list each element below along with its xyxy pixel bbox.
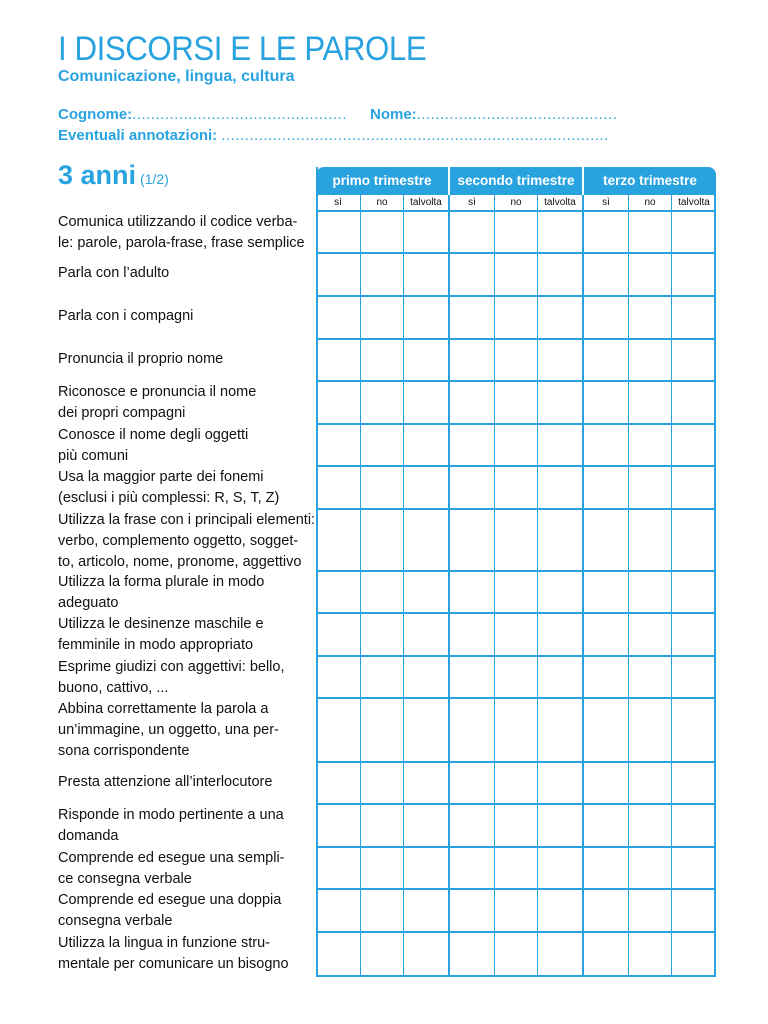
- answer-cell[interactable]: [450, 848, 495, 888]
- answer-cell[interactable]: [672, 657, 716, 697]
- row-label-line: Utilizza la forma plurale in modo: [58, 574, 265, 590]
- answer-cell[interactable]: [361, 425, 404, 465]
- answer-cell[interactable]: [316, 763, 361, 803]
- row-label-line: to, articolo, nome, pronome, aggettivo: [58, 554, 302, 570]
- answer-cell[interactable]: [538, 933, 584, 975]
- answer-cell[interactable]: [404, 254, 450, 295]
- row-label: [58, 297, 316, 340]
- row-label-line: più comuni: [58, 448, 129, 464]
- answer-cell[interactable]: [495, 340, 538, 380]
- answer-cell[interactable]: [672, 254, 716, 295]
- answer-cell[interactable]: [584, 254, 629, 295]
- answer-cell[interactable]: [361, 297, 404, 338]
- answer-cell[interactable]: [629, 699, 672, 761]
- answer-cell[interactable]: [361, 805, 404, 846]
- table-row: [58, 254, 716, 297]
- row-label: [58, 848, 316, 890]
- answer-cell[interactable]: [361, 212, 404, 252]
- answer-cell[interactable]: [361, 382, 404, 423]
- answer-cell[interactable]: [672, 805, 716, 846]
- answer-cell[interactable]: [316, 614, 361, 655]
- answer-cell[interactable]: [584, 340, 629, 380]
- row-label-line: femminile in modo appropriato: [58, 637, 254, 653]
- answer-cell[interactable]: [450, 614, 495, 655]
- answer-cell[interactable]: [629, 933, 672, 975]
- answer-cell[interactable]: [316, 254, 361, 295]
- answer-cell[interactable]: [629, 212, 672, 252]
- answer-cell[interactable]: [538, 657, 584, 697]
- answer-cell[interactable]: [584, 657, 629, 697]
- answer-cell[interactable]: [495, 890, 538, 931]
- row-checkboxes: [316, 254, 716, 297]
- answer-cell[interactable]: [629, 572, 672, 612]
- row-checkboxes: [316, 467, 716, 510]
- row-label-line: dei propri compagni: [58, 405, 186, 421]
- answer-cell[interactable]: [672, 763, 716, 803]
- nome-label: Nome:: [370, 106, 417, 123]
- row-label: [58, 382, 316, 425]
- row-checkboxes: [316, 763, 716, 805]
- row-label-line: mentale per comunicare un bisogno: [58, 956, 289, 972]
- age-heading: [58, 160, 169, 191]
- row-label-line: Parla con l’adulto: [58, 265, 170, 281]
- answer-cell[interactable]: [538, 382, 584, 423]
- row-label-line: domanda: [58, 828, 119, 844]
- row-label: [58, 212, 316, 254]
- answer-cell[interactable]: [404, 614, 450, 655]
- answer-cell[interactable]: [450, 572, 495, 612]
- table-row: [58, 510, 716, 572]
- row-label-line: adeguato: [58, 595, 119, 611]
- answer-cell[interactable]: [450, 425, 495, 465]
- answer-cell[interactable]: [584, 425, 629, 465]
- row-checkboxes: [316, 297, 716, 340]
- answer-cell[interactable]: [629, 763, 672, 803]
- answer-cell[interactable]: [629, 805, 672, 846]
- answer-cell[interactable]: [672, 614, 716, 655]
- answer-cell[interactable]: [316, 890, 361, 931]
- row-label: [58, 467, 316, 510]
- answer-cell[interactable]: [538, 340, 584, 380]
- answer-cell[interactable]: [584, 297, 629, 338]
- answer-cell[interactable]: [672, 572, 716, 612]
- answer-cell[interactable]: [404, 848, 450, 888]
- answer-cell[interactable]: [361, 848, 404, 888]
- answer-cell[interactable]: [495, 212, 538, 252]
- row-checkboxes: [316, 425, 716, 467]
- answer-cell[interactable]: [629, 890, 672, 931]
- row-checkboxes: [316, 657, 716, 699]
- answer-cell[interactable]: [538, 254, 584, 295]
- answer-cell[interactable]: [316, 699, 361, 761]
- row-label-line: Parla con i compagni: [58, 308, 194, 324]
- answer-cell[interactable]: [450, 254, 495, 295]
- answer-cell[interactable]: [316, 848, 361, 888]
- answer-cell[interactable]: [450, 699, 495, 761]
- row-checkboxes: [316, 340, 716, 382]
- row-checkboxes: [316, 510, 716, 572]
- row-label-line: Comprende ed esegue una doppia: [58, 892, 282, 908]
- row-checkboxes: [316, 848, 716, 890]
- row-label-line: consegna verbale: [58, 913, 173, 929]
- answer-cell[interactable]: [629, 657, 672, 697]
- answer-cell[interactable]: [450, 510, 495, 570]
- answer-cell[interactable]: [584, 382, 629, 423]
- row-label-line: sona corrispondente: [58, 743, 190, 759]
- table-row: [58, 614, 716, 657]
- answer-cell[interactable]: [450, 890, 495, 931]
- answer-cell[interactable]: [450, 933, 495, 975]
- answer-cell[interactable]: [584, 614, 629, 655]
- table-row: [58, 933, 716, 975]
- answer-cell[interactable]: [404, 297, 450, 338]
- answer-cell[interactable]: [538, 297, 584, 338]
- row-checkboxes: [316, 614, 716, 657]
- answer-cell[interactable]: [584, 848, 629, 888]
- answer-cell[interactable]: [495, 699, 538, 761]
- row-label-line: Utilizza le desinenze maschile e: [58, 616, 264, 632]
- answer-cell[interactable]: [316, 382, 361, 423]
- row-label-line: verbo, complemento oggetto, sogget-: [58, 533, 299, 549]
- row-checkboxes: [316, 382, 716, 425]
- answer-cell[interactable]: [495, 657, 538, 697]
- row-label-line: Presta attenzione all’interlocutore: [58, 774, 273, 790]
- answer-cell[interactable]: [495, 382, 538, 423]
- answer-cell[interactable]: [672, 212, 716, 252]
- answer-cell[interactable]: [361, 890, 404, 931]
- answer-cell[interactable]: [495, 425, 538, 465]
- answer-header-no: no: [495, 195, 538, 210]
- table-row: [58, 848, 716, 890]
- answer-cell[interactable]: [361, 254, 404, 295]
- row-label: [58, 890, 316, 933]
- answer-cell[interactable]: [495, 763, 538, 803]
- answer-cell[interactable]: [672, 933, 716, 975]
- answer-cell[interactable]: [672, 699, 716, 761]
- answer-cell[interactable]: [629, 614, 672, 655]
- row-label: [58, 699, 316, 763]
- cognome-label: Cognome:: [58, 106, 133, 123]
- row-label: [58, 805, 316, 848]
- answer-header-si: sì: [584, 195, 629, 210]
- answer-header-talvolta: talvolta: [538, 195, 584, 210]
- answer-cell[interactable]: [584, 933, 629, 975]
- period-header-2: secondo trimestre: [450, 167, 584, 195]
- row-checkboxes: [316, 933, 716, 975]
- answer-cell[interactable]: [538, 890, 584, 931]
- table-row: [58, 297, 716, 340]
- answer-cell[interactable]: [316, 805, 361, 846]
- answer-cell[interactable]: [672, 297, 716, 338]
- answer-cell[interactable]: [404, 340, 450, 380]
- age-label: 3 anni: [58, 160, 137, 190]
- answer-cell[interactable]: [538, 699, 584, 761]
- answer-cell[interactable]: [584, 467, 629, 508]
- answer-header-talvolta: talvolta: [404, 195, 450, 210]
- answer-cell[interactable]: [584, 510, 629, 570]
- answer-cell[interactable]: [404, 425, 450, 465]
- table-row: [58, 572, 716, 614]
- answer-cell[interactable]: [672, 382, 716, 423]
- answer-cell[interactable]: [629, 254, 672, 295]
- row-label-line: Usa la maggior parte dei fonemi: [58, 469, 264, 485]
- answer-header-si: sì: [316, 195, 361, 210]
- answer-cell[interactable]: [672, 510, 716, 570]
- answer-cell[interactable]: [404, 933, 450, 975]
- table-row: [58, 763, 716, 805]
- annotazioni-label: Eventuali annotazioni:: [58, 127, 218, 144]
- answer-cell[interactable]: [584, 212, 629, 252]
- answer-cell[interactable]: [538, 763, 584, 803]
- answer-cell[interactable]: [584, 890, 629, 931]
- row-label: [58, 763, 316, 805]
- row-label-line: Riconosce e pronuncia il nome: [58, 384, 257, 400]
- answer-cell[interactable]: [672, 425, 716, 465]
- row-label-line: Utilizza la lingua in funzione stru-: [58, 935, 270, 951]
- answer-cell[interactable]: [316, 212, 361, 252]
- table-row: [58, 467, 716, 510]
- answer-cell[interactable]: [404, 467, 450, 508]
- age-part: (1/2): [140, 171, 169, 187]
- row-label-line: (esclusi i più complessi: R, S, T, Z): [58, 490, 280, 506]
- answer-cell[interactable]: [629, 340, 672, 380]
- row-label: [58, 340, 316, 382]
- answer-cell[interactable]: [495, 467, 538, 508]
- answer-cell[interactable]: [495, 805, 538, 846]
- answer-cell[interactable]: [361, 699, 404, 761]
- row-checkboxes: [316, 805, 716, 848]
- answer-cell[interactable]: [404, 763, 450, 803]
- answer-cell[interactable]: [404, 890, 450, 931]
- answer-cell[interactable]: [629, 467, 672, 508]
- table-row: [58, 212, 716, 254]
- answer-cell[interactable]: [361, 657, 404, 697]
- table-row: [58, 425, 716, 467]
- answer-cell[interactable]: [361, 572, 404, 612]
- row-label-line: un’immagine, un oggetto, una per-: [58, 722, 279, 738]
- answer-cell[interactable]: [316, 510, 361, 570]
- row-label-line: Utilizza la frase con i principali elementi:: [58, 512, 316, 528]
- row-label-line: Esprime giudizi con aggettivi: bello,: [58, 659, 285, 675]
- answer-cell[interactable]: [538, 425, 584, 465]
- row-label: [58, 572, 316, 614]
- answer-cell[interactable]: [361, 340, 404, 380]
- answer-cell[interactable]: [316, 657, 361, 697]
- answer-header-no: no: [361, 195, 404, 210]
- answer-header-si: sì: [450, 195, 495, 210]
- row-label-line: Conosce il nome degli oggetti: [58, 427, 249, 443]
- nome-dots: ...........................................: [416, 106, 618, 123]
- answer-cell[interactable]: [361, 614, 404, 655]
- answer-cell[interactable]: [450, 382, 495, 423]
- answer-cell[interactable]: [538, 212, 584, 252]
- answer-cell[interactable]: [629, 425, 672, 465]
- row-label-line: Comprende ed esegue una sempli-: [58, 850, 285, 866]
- answer-cell[interactable]: [584, 763, 629, 803]
- annotazioni-field[interactable]: [58, 127, 609, 144]
- period-header-1: primo trimestre: [316, 167, 450, 195]
- answer-cell[interactable]: [629, 510, 672, 570]
- row-checkboxes: [316, 572, 716, 614]
- answer-cell[interactable]: [316, 933, 361, 975]
- answer-cell[interactable]: [495, 510, 538, 570]
- page-subtitle: Comunicazione, lingua, cultura: [58, 68, 295, 85]
- answer-cell[interactable]: [672, 340, 716, 380]
- answer-cell[interactable]: [404, 382, 450, 423]
- answer-cell[interactable]: [672, 848, 716, 888]
- answer-cell[interactable]: [495, 933, 538, 975]
- answer-cell[interactable]: [404, 572, 450, 612]
- answer-cell[interactable]: [538, 614, 584, 655]
- answer-cell[interactable]: [316, 467, 361, 508]
- table-row: [58, 890, 716, 933]
- answer-cell[interactable]: [404, 212, 450, 252]
- answer-cell[interactable]: [404, 805, 450, 846]
- answer-header-talvolta: talvolta: [678, 197, 710, 208]
- answer-cell[interactable]: [629, 848, 672, 888]
- answer-cell[interactable]: [316, 340, 361, 380]
- answer-cell[interactable]: [450, 763, 495, 803]
- answer-cell[interactable]: [361, 510, 404, 570]
- row-label-line: Comunica utilizzando il codice verba-: [58, 214, 298, 230]
- row-label-line: le: parole, parola-frase, frase semplice: [58, 235, 305, 251]
- answer-cell[interactable]: [450, 805, 495, 846]
- row-label: [58, 614, 316, 657]
- answer-cell[interactable]: [450, 297, 495, 338]
- answer-cell[interactable]: [495, 254, 538, 295]
- answer-cell[interactable]: [361, 763, 404, 803]
- answer-cell[interactable]: [629, 382, 672, 423]
- row-label: [58, 254, 316, 297]
- row-label: [58, 510, 316, 572]
- table-row: [58, 805, 716, 848]
- answer-cell[interactable]: [495, 572, 538, 612]
- answer-cell[interactable]: [450, 467, 495, 508]
- row-label: [58, 425, 316, 467]
- answer-cell[interactable]: [450, 340, 495, 380]
- table-row: [58, 382, 716, 425]
- page-title: I DISCORSI E LE PAROLE: [58, 30, 427, 68]
- answer-cell[interactable]: [672, 467, 716, 508]
- row-checkboxes: [316, 212, 716, 254]
- annotazioni-dots: ...................................................................................: [221, 127, 609, 144]
- answer-cell[interactable]: [672, 890, 716, 931]
- row-label: [58, 657, 316, 699]
- row-checkboxes: [316, 890, 716, 933]
- answer-cell[interactable]: [404, 657, 450, 697]
- period-header-3: terzo trimestre: [603, 173, 697, 188]
- answer-cell[interactable]: [629, 297, 672, 338]
- answer-cell[interactable]: [404, 699, 450, 761]
- answer-cell[interactable]: [584, 805, 629, 846]
- answer-cell[interactable]: [361, 933, 404, 975]
- answer-cell[interactable]: [495, 614, 538, 655]
- answer-cell[interactable]: [538, 848, 584, 888]
- answer-cell[interactable]: [584, 699, 629, 761]
- table-row: [58, 657, 716, 699]
- row-label-line: Pronuncia il proprio nome: [58, 351, 224, 367]
- cognome-dots: ..............................................: [132, 106, 347, 123]
- answer-cell[interactable]: [538, 510, 584, 570]
- answer-cell[interactable]: [538, 572, 584, 612]
- answer-cell[interactable]: [450, 657, 495, 697]
- row-checkboxes: [316, 699, 716, 763]
- answer-header: [316, 195, 716, 212]
- answer-cell[interactable]: [495, 848, 538, 888]
- answer-cell[interactable]: [538, 805, 584, 846]
- table-row: [58, 340, 716, 382]
- answer-cell[interactable]: [361, 467, 404, 508]
- row-label-line: Risponde in modo pertinente a una: [58, 807, 284, 823]
- cognome-field[interactable]: [58, 106, 347, 123]
- table-row: [58, 699, 716, 763]
- nome-field[interactable]: [370, 106, 617, 123]
- answer-cell[interactable]: [450, 212, 495, 252]
- answer-cell[interactable]: [404, 510, 450, 570]
- row-label-line: Abbina correttamente la parola a: [58, 701, 269, 717]
- answer-cell[interactable]: [316, 572, 361, 612]
- row-label-line: buono, cattivo, ...: [58, 680, 169, 696]
- answer-cell[interactable]: [316, 297, 361, 338]
- row-label: [58, 933, 316, 975]
- answer-header-no: no: [629, 195, 672, 210]
- answer-cell[interactable]: [316, 425, 361, 465]
- answer-cell[interactable]: [495, 297, 538, 338]
- answer-cell[interactable]: [538, 467, 584, 508]
- row-label-line: ce consegna verbale: [58, 871, 192, 887]
- answer-cell[interactable]: [584, 572, 629, 612]
- period-header: [316, 167, 716, 195]
